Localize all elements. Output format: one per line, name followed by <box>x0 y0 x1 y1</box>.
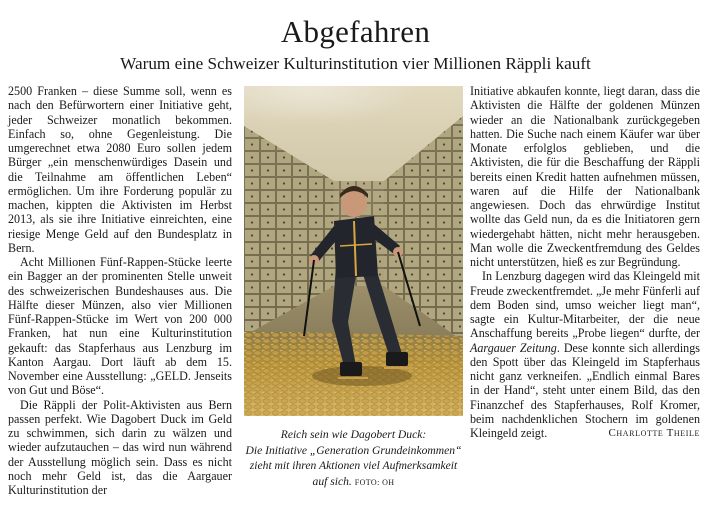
photo-credit: FOTO: OH <box>354 477 395 487</box>
paragraph-1: 2500 Franken – diese Summe soll, wenn es nach den Befürwortern einer Initiative geht, jeder Schweizer monatlich bekommen. Einfach so, ohne Gegenleistung. Die umgerechnet etwa 2080 Euro sollen jedem Bürger „ein menschenwürdiges Dasein und die Teilnahme am öffentlichen Leben“ ermöglichen. Um ihre Forderung populär zu machen, kippten die Aktivisten im Herbst 2013, als sie ihre Initiative einreichten, eine riesige Menge Geld auf den Bundesplatz in Bern. <box>8 84 232 255</box>
newspaper-name: Aargauer Zeitung <box>470 340 557 355</box>
article-column-right <box>470 84 700 440</box>
author-name: Charlotte Theile <box>608 427 700 439</box>
caption-text: Die Initiative „Generation Grundeinkommen“ zieht mit ihren Aktionen viel Aufmerksamkeit auf sich. <box>245 443 462 488</box>
article-photo <box>244 86 463 416</box>
paragraph-5-cont: . Dese konnte sich allerdings den Spott über das Kleingeld im Stapferhaus nicht ganz verkneifen. „Endlich einmal Bares in der Hand“, steht unter einem Bild, das den Finanzchef des Stapferhauses, Rolf Kromer, beim nachdenklichen Stochern im goldenen Kleingeld zeigt. <box>470 340 700 440</box>
photo-caption <box>244 427 463 490</box>
headline: Abgefahren <box>280 14 431 49</box>
photo-illustration <box>244 86 463 416</box>
paragraph-4: Initiative abkaufen konnte, liegt daran, dass die Aktivisten die Hälfte der goldenen Münzen wieder an die Nationalbank zurückgegeben hatten. Die Suche nach einem Käufer war über Monate erfolglos geblieben, und die Aktivisten, die für die Beschaffung der Räppli bereits einen Kredit hatten aufnehmen müssen, waren auf die Hilfe der Nationalbank angewiesen. Doch das ehrwürdige Institut wollte das Geld nun, da es die Initiatoren gern wiedergehabt hätten, nicht mehr herausgeben. Man wolle die Zweckentfremdung des Geldes nicht unterstützen, hieß es zur Begründung. <box>470 84 700 269</box>
paragraph-5 <box>470 269 700 440</box>
paragraph-5-text: In Lenzburg dagegen wird das Kleingeld mit Freude zweckentfremdet. „Je mehr Fünferli auf dem Boden sind, umso weicher liegt man“, sagte ein Kultur-Mitarbeiter, der die neue Anschaffung bereits „Probe liegen“ durfte, der <box>470 269 700 341</box>
paragraph-2: Acht Millionen Fünf-Rappen-Stücke leerte ein Bagger an der prominenten Stelle unweit des schweizerischen Bundeshauses aus. Die Hälfte dieser Münzen, also vier Millionen Fünf-Rappen-Stücke im Wert von 200 000 Franken, hat nun eine Kulturinstitution gekauft: das Stapferhaus aus Lenzburg im Kanton Aargau. Dort läuft ab dem 15. November eine Ausstellung: „GELD. Jenseits von Gut und Böse“. <box>8 255 232 398</box>
article-column-left <box>8 84 232 497</box>
subheadline: Warum eine Schweizer Kulturinstitution vier Millionen Räppli kauft <box>120 54 591 73</box>
caption-title: Reich sein wie Dagobert Duck: <box>280 428 427 441</box>
paragraph-3: Die Räppli der Polit-Aktivisten aus Bern passen perfekt. Wie Dagobert Duck im Geld zu schwimmen, sich darin zu wälzen und wieder aufzutauchen – das wird nun während der Ausstellung möglich sein. Dass es nicht noch mehr Geld ist, das die Aargauer Kulturinstitution der <box>8 397 232 497</box>
